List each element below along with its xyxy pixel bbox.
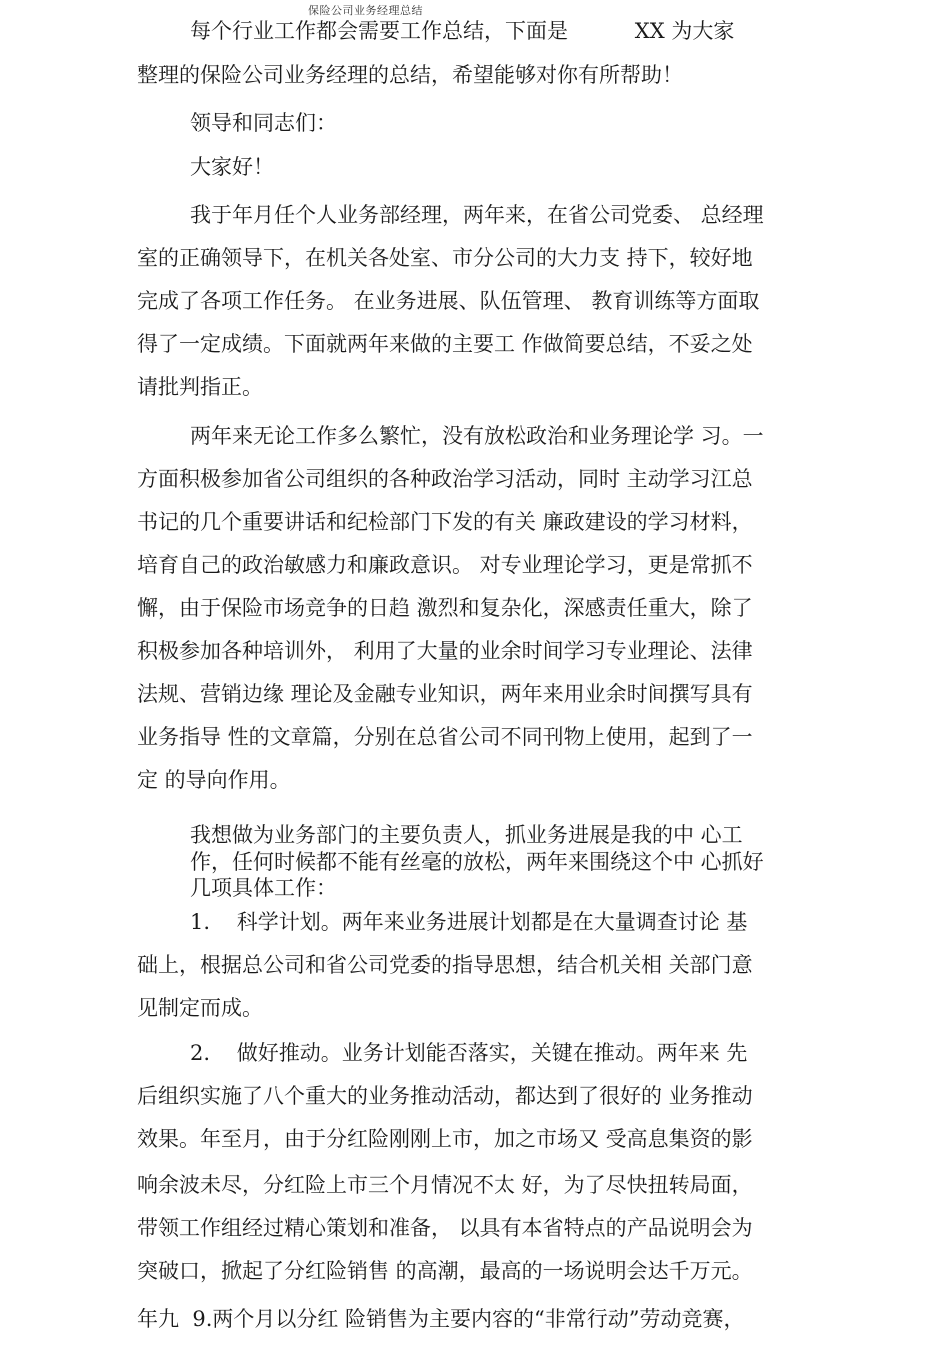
text-line: 定 的导向作用。 [137, 768, 291, 792]
text-line: 请批判指正。 [137, 375, 263, 399]
text-line: 响余波未尽，分红险上市三个月情况不太 好，为了尽快扭转局面， [137, 1173, 753, 1197]
text-line: 效果。年至月，由于分红险刚刚上市，加之市场又 受高息集资的影 [137, 1127, 753, 1151]
text-line: 业务指导 性的文章篇，分别在总省公司不同刊物上使用，起到了一 [137, 725, 753, 749]
list-item-line: 1. 科学计划。两年来业务进展计划都是在大量调查讨论 基 [190, 910, 748, 934]
greeting: 大家好！ [190, 155, 274, 179]
text-line: 几项具体工作： [190, 876, 337, 900]
text-line: 我于年月任个人业务部经理，两年来，在省公司党委、 总经理 [190, 203, 764, 227]
text-line: 作，任何时候都不能有丝毫的放松，两年来围绕这个中 心抓好 [190, 850, 764, 874]
text-line: 整理的保险公司业务经理的总结，希望能够对你有所帮助！ [137, 63, 683, 87]
text-line: 室的正确领导下，在机关各处室、市分公司的大力支 持下，较好地 [137, 246, 753, 270]
text-line: 方面积极参加省公司组织的各种政治学习活动，同时 主动学习江总 [137, 467, 753, 491]
text-line: 积极参加各种培训外， 利用了大量的业余时间学习专业理论、法律 [137, 639, 753, 663]
salutation: 领导和同志们： [190, 111, 337, 135]
text-line: 每个行业工作都会需要工作总结，下面是 XX 为大家 [190, 19, 735, 43]
text-line: 础上，根据总公司和省公司党委的指导思想，结合机关相 关部门意 [137, 953, 753, 977]
text-line: 见制定而成。 [137, 996, 263, 1020]
text-line: 突破口，掀起了分红险销售 的高潮，最高的一场说明会达千万元。 [137, 1259, 753, 1283]
page-header: 保险公司业务经理总结 [308, 4, 423, 17]
text-line: 后组织实施了八个重大的业务推动活动，都达到了很好的 业务推动 [137, 1084, 753, 1108]
text-line: 懈，由于保险市场竞争的日趋 激烈和复杂化，深感责任重大，除了 [137, 596, 753, 620]
text-line: 培育自己的政治敏感力和廉政意识。 对专业理论学习，更是常抓不 [137, 553, 753, 577]
text-line: 我想做为业务部门的主要负责人，抓业务进展是我的中 心工 [190, 823, 743, 847]
list-item-line: 2. 做好推动。业务计划能否落实，关键在推动。两年来 先 [190, 1041, 748, 1065]
text-line: 得了一定成绩。下面就两年来做的主要工 作做简要总结，不妥之处 [137, 332, 753, 356]
text-line: 年九 9.两个月以分红 险销售为主要内容的“非常行动”劳动竞赛， [137, 1307, 745, 1331]
text-line: 书记的几个重要讲话和纪检部门下发的有关 廉政建设的学习材料， [137, 510, 753, 534]
text-line: 两年来无论工作多么繁忙，没有放松政治和业务理论学 习。一 [190, 424, 764, 448]
text-line: 法规、营销边缘 理论及金融专业知识，两年来用业余时间撰写具有 [137, 682, 753, 706]
text-line: 完成了各项工作任务。 在业务进展、队伍管理、 教育训练等方面取 [137, 289, 760, 313]
text-line: 带领工作组经过精心策划和准备， 以具有本省特点的产品说明会为 [137, 1216, 753, 1240]
